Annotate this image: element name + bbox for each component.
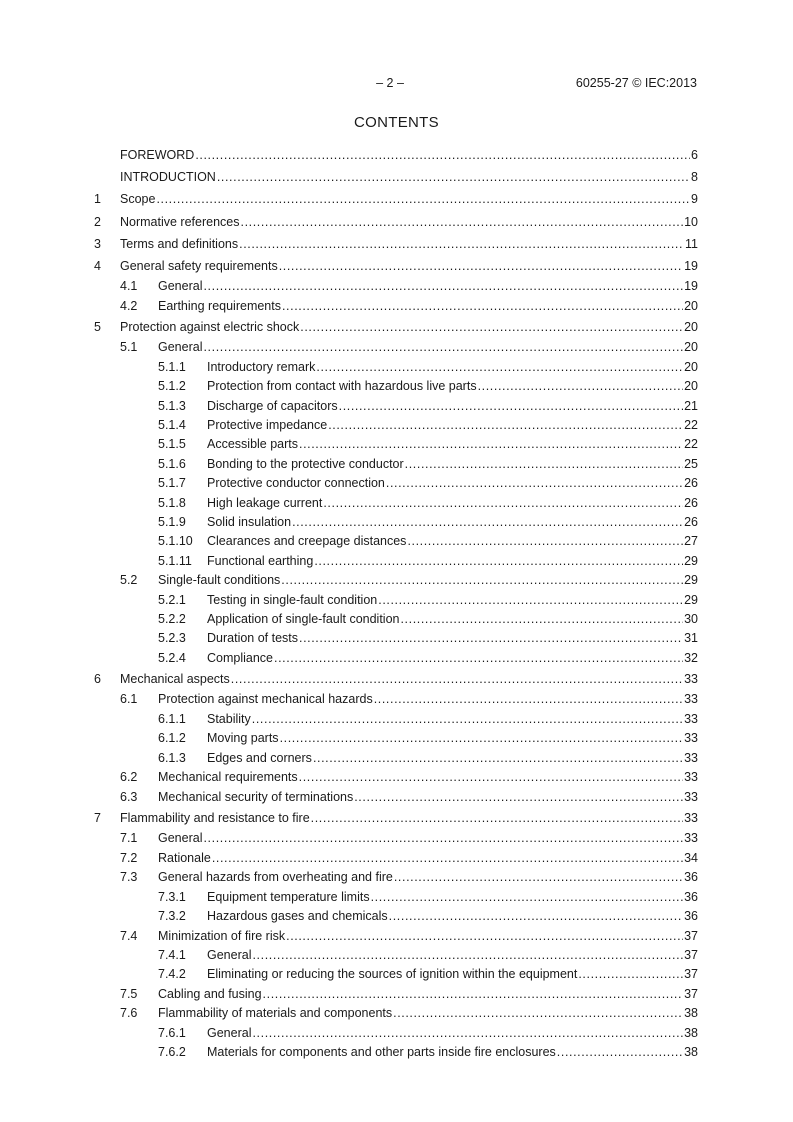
toc-entry[interactable] bbox=[94, 255, 698, 277]
toc-entry[interactable] bbox=[94, 749, 698, 768]
toc-entry[interactable] bbox=[94, 829, 698, 849]
toc-entry-page: 32 bbox=[684, 650, 698, 665]
toc-leader-dots bbox=[328, 416, 683, 435]
toc-leader-dots bbox=[314, 552, 683, 571]
toc-entry-page: 33 bbox=[684, 731, 698, 746]
toc-entry[interactable] bbox=[94, 907, 698, 926]
toc-entry-title: Minimization of fire risk bbox=[158, 928, 286, 943]
toc-leader-dots bbox=[263, 985, 684, 1005]
toc-entry-page: 11 bbox=[685, 236, 698, 251]
toc-entry-title: Stability bbox=[207, 711, 251, 726]
toc-entry-page: 22 bbox=[684, 417, 698, 432]
toc-entry-page: 33 bbox=[684, 692, 698, 707]
toc-entry-title: Mechanical aspects bbox=[120, 672, 230, 687]
toc-leader-dots bbox=[578, 965, 683, 984]
toc-entry-number: 7.6.1 bbox=[158, 1025, 186, 1040]
toc-entry-title: Hazardous gases and chemicals bbox=[207, 909, 388, 924]
toc-entry-page: 19 bbox=[684, 279, 698, 294]
toc-entry-title: General hazards from overheating and fire bbox=[158, 870, 393, 885]
toc-entry-title: FOREWORD bbox=[120, 148, 195, 162]
toc-leader-dots bbox=[389, 907, 683, 926]
toc-entry-page: 33 bbox=[684, 711, 698, 726]
toc-entry-number: 5.1.5 bbox=[158, 437, 186, 452]
toc-entry[interactable] bbox=[94, 144, 698, 166]
toc-entry-number: 7.3.1 bbox=[158, 889, 186, 904]
toc-entry-number: 7.6.2 bbox=[158, 1045, 186, 1060]
toc-entry-page: 10 bbox=[684, 214, 698, 229]
toc-entry-page: 19 bbox=[684, 258, 698, 273]
toc-leader-dots bbox=[281, 571, 683, 591]
toc-entry-number: 6.1.1 bbox=[158, 711, 186, 726]
toc-entry-number: 7.1 bbox=[120, 831, 138, 846]
toc-entry[interactable] bbox=[94, 985, 698, 1005]
toc-entry-page: 36 bbox=[684, 870, 698, 885]
toc-entry[interactable] bbox=[94, 1043, 698, 1062]
toc-entry-title: Rationale bbox=[158, 850, 211, 865]
toc-entry-title: Edges and corners bbox=[207, 750, 312, 765]
toc-entry-title: Moving parts bbox=[207, 731, 279, 746]
toc-entry-title: Protective impedance bbox=[207, 417, 328, 432]
toc-entry-title: Mechanical requirements bbox=[158, 770, 298, 785]
toc-leader-dots bbox=[400, 610, 683, 629]
toc-entry-title: Flammability of materials and components bbox=[158, 1006, 393, 1021]
toc-entry-title: Protection against mechanical hazards bbox=[158, 692, 373, 707]
toc-entry-number: 5.1.2 bbox=[158, 379, 186, 394]
toc-leader-dots bbox=[241, 211, 684, 233]
toc-entry-title: Introductory remark bbox=[207, 359, 316, 374]
toc-leader-dots bbox=[156, 188, 690, 210]
toc-leader-dots bbox=[313, 749, 683, 768]
toc-entry-title: Single-fault conditions bbox=[158, 573, 281, 588]
toc-entry-page: 22 bbox=[684, 437, 698, 452]
toc-entry-number: 5.2.3 bbox=[158, 631, 186, 646]
toc-entry[interactable] bbox=[94, 1024, 698, 1043]
toc-entry-number: 6.1.2 bbox=[158, 731, 186, 746]
toc-entry[interactable] bbox=[94, 416, 698, 435]
toc-leader-dots bbox=[394, 868, 683, 888]
toc-entry-title: Solid insulation bbox=[207, 514, 292, 529]
toc-entry-title: Mechanical security of terminations bbox=[158, 789, 354, 804]
toc-leader-dots bbox=[231, 668, 683, 690]
toc-entry-number: 7 bbox=[94, 811, 101, 826]
toc-entry-number: 5.2.4 bbox=[158, 650, 186, 665]
toc-entry[interactable] bbox=[94, 788, 698, 808]
toc-entry-page: 26 bbox=[684, 514, 698, 529]
toc-leader-dots bbox=[252, 946, 683, 965]
toc-entry[interactable] bbox=[94, 377, 698, 396]
toc-entry-number: 5.1.9 bbox=[158, 514, 186, 529]
toc-leader-dots bbox=[286, 927, 683, 947]
toc-entry-number: 7.6 bbox=[120, 1006, 138, 1021]
toc-entry[interactable] bbox=[94, 188, 698, 210]
toc-entry-number: 5.1.3 bbox=[158, 398, 186, 413]
toc-leader-dots bbox=[393, 1004, 683, 1024]
toc-entry-title: General bbox=[158, 831, 203, 846]
toc-leader-dots bbox=[217, 166, 690, 188]
toc-entry-page: 20 bbox=[684, 320, 698, 335]
toc-entry-page: 20 bbox=[684, 379, 698, 394]
toc-entry[interactable] bbox=[94, 849, 698, 869]
toc-entry-number: 5.1.6 bbox=[158, 456, 186, 471]
toc-entry-page: 33 bbox=[684, 789, 698, 804]
toc-entry-title: Functional earthing bbox=[207, 553, 314, 568]
toc-entry-page: 38 bbox=[684, 1045, 698, 1060]
toc-entry-number: 4.1 bbox=[120, 279, 138, 294]
toc-entry[interactable] bbox=[94, 297, 698, 317]
toc-entry-title: Eliminating or reducing the sources of ignition within the equipment bbox=[207, 967, 578, 982]
toc-entry-title: Application of single-fault condition bbox=[207, 612, 400, 626]
toc-entry[interactable] bbox=[94, 494, 698, 513]
toc-leader-dots bbox=[299, 768, 683, 788]
toc-entry[interactable] bbox=[94, 316, 698, 338]
toc-entry-page: 21 bbox=[684, 398, 698, 413]
toc-entry-title: Equipment temperature limits bbox=[207, 889, 370, 904]
toc-entry-page: 31 bbox=[684, 631, 698, 646]
toc-entry-title: Testing in single-fault condition bbox=[207, 592, 378, 607]
toc-entry-number: 7.4.2 bbox=[158, 967, 186, 982]
toc-entry-page: 26 bbox=[684, 495, 698, 510]
toc-entry-number: 4.2 bbox=[120, 298, 138, 313]
toc-entry[interactable] bbox=[94, 532, 698, 551]
toc-entry[interactable] bbox=[94, 690, 698, 710]
toc-entry[interactable] bbox=[94, 513, 698, 532]
toc-entry-number: 5.2.1 bbox=[158, 592, 186, 607]
toc-entry[interactable] bbox=[94, 710, 698, 729]
toc-entry-title: Discharge of capacitors bbox=[207, 398, 338, 413]
toc-entry[interactable] bbox=[94, 946, 698, 965]
toc-entry-number: 5.1.4 bbox=[158, 417, 186, 432]
toc-entry[interactable] bbox=[94, 552, 698, 571]
toc-entry-title: Scope bbox=[120, 192, 156, 207]
toc-leader-dots bbox=[282, 297, 683, 317]
toc-entry[interactable] bbox=[94, 338, 698, 358]
toc-leader-dots bbox=[371, 888, 684, 907]
toc-entry[interactable] bbox=[94, 455, 698, 474]
toc-entry-title: Terms and definitions bbox=[120, 236, 239, 251]
toc-entry-number: 6.3 bbox=[120, 789, 138, 804]
toc-leader-dots bbox=[378, 591, 683, 610]
toc-leader-dots bbox=[407, 532, 683, 551]
toc-entry-number: 5.2 bbox=[120, 573, 138, 588]
toc-entry-number: 6.1 bbox=[120, 692, 138, 707]
toc-entry-title: Flammability and resistance to fire bbox=[120, 811, 310, 826]
toc-entry[interactable] bbox=[94, 610, 698, 629]
toc-entry-number: 7.4 bbox=[120, 928, 138, 943]
toc-entry[interactable] bbox=[94, 277, 698, 297]
toc-entry-number: 5.2.2 bbox=[158, 612, 186, 626]
toc-entry[interactable] bbox=[94, 211, 698, 233]
toc-entry-title: Materials for components and other parts inside fire enclosures bbox=[207, 1045, 556, 1060]
toc-entry-number: 5.1.7 bbox=[158, 476, 186, 491]
toc-entry-page: 29 bbox=[684, 573, 698, 588]
toc-entry-page: 37 bbox=[684, 948, 698, 962]
toc-entry-page: 33 bbox=[684, 770, 698, 785]
toc-entry[interactable] bbox=[94, 233, 698, 255]
toc-entry-title: Cabling and fusing bbox=[158, 986, 262, 1001]
toc-entry-page: 37 bbox=[684, 967, 698, 982]
toc-entry[interactable] bbox=[94, 474, 698, 493]
toc-entry-number: 7.5 bbox=[120, 986, 138, 1001]
toc-entry-number: 5.1.11 bbox=[158, 553, 192, 568]
toc-entry[interactable] bbox=[94, 768, 698, 788]
toc-entry[interactable] bbox=[94, 397, 698, 416]
toc-entry-number: 5.1.10 bbox=[158, 534, 193, 549]
contents-heading: CONTENTS bbox=[354, 114, 439, 131]
toc-entry-title: Protection against electric shock bbox=[120, 320, 300, 335]
toc-entry-number: 2 bbox=[94, 214, 101, 229]
toc-entry-page: 33 bbox=[684, 811, 698, 826]
toc-leader-dots bbox=[339, 397, 683, 416]
toc-entry[interactable] bbox=[94, 807, 698, 829]
toc-entry-page: 29 bbox=[684, 592, 698, 607]
toc-entry-number: 5.1.8 bbox=[158, 495, 186, 510]
toc-leader-dots bbox=[292, 513, 683, 532]
toc-entry[interactable] bbox=[94, 729, 698, 748]
toc-leader-dots bbox=[316, 358, 683, 377]
toc-entry-number: 7.3 bbox=[120, 870, 138, 885]
toc-entry-page: 27 bbox=[684, 534, 698, 549]
toc-entry-title: High leakage current bbox=[207, 495, 323, 510]
toc-leader-dots bbox=[478, 377, 684, 396]
toc-entry[interactable] bbox=[94, 868, 698, 888]
toc-entry-title: Protective conductor connection bbox=[207, 476, 385, 491]
toc-entry-title: Normative references bbox=[120, 214, 240, 229]
toc-leader-dots bbox=[274, 649, 683, 668]
toc-entry[interactable] bbox=[94, 888, 698, 907]
toc-entry-title: Earthing requirements bbox=[158, 298, 281, 313]
toc-entry-title: Compliance bbox=[207, 650, 274, 665]
toc-entry[interactable] bbox=[94, 927, 698, 947]
toc-entry-page: 26 bbox=[684, 476, 698, 491]
toc-leader-dots bbox=[300, 316, 683, 338]
table-of-contents bbox=[94, 144, 698, 1063]
toc-leader-dots bbox=[299, 629, 683, 648]
toc-leader-dots bbox=[354, 788, 683, 808]
toc-entry-number: 6.2 bbox=[120, 770, 138, 785]
toc-leader-dots bbox=[323, 494, 683, 513]
toc-entry-page: 38 bbox=[684, 1025, 698, 1040]
toc-leader-dots bbox=[239, 233, 684, 255]
toc-entry-number: 6 bbox=[94, 672, 101, 687]
toc-leader-dots bbox=[203, 338, 683, 358]
toc-entry-number: 7.2 bbox=[120, 850, 138, 865]
toc-entry[interactable] bbox=[94, 629, 698, 648]
toc-entry[interactable] bbox=[94, 668, 698, 690]
toc-leader-dots bbox=[374, 690, 683, 710]
toc-entry-page: 6 bbox=[691, 148, 698, 162]
toc-leader-dots bbox=[203, 829, 683, 849]
toc-leader-dots bbox=[311, 807, 683, 829]
toc-entry[interactable] bbox=[94, 435, 698, 454]
toc-leader-dots bbox=[280, 729, 684, 748]
toc-leader-dots bbox=[557, 1043, 683, 1062]
toc-entry-page: 8 bbox=[691, 170, 698, 185]
toc-entry[interactable] bbox=[94, 571, 698, 591]
toc-entry-page: 9 bbox=[691, 192, 698, 207]
toc-entry-page: 30 bbox=[684, 612, 698, 626]
toc-leader-dots bbox=[252, 710, 683, 729]
toc-entry-page: 36 bbox=[684, 889, 698, 904]
toc-leader-dots bbox=[203, 277, 683, 297]
toc-entry-number: 5 bbox=[94, 320, 101, 335]
toc-entry-title: Duration of tests bbox=[207, 631, 299, 646]
toc-entry-title: General bbox=[207, 948, 252, 962]
toc-entry-number: 7.4.1 bbox=[158, 948, 186, 962]
toc-leader-dots bbox=[195, 144, 690, 166]
toc-entry-number: 3 bbox=[94, 236, 101, 251]
toc-entry-page: 33 bbox=[684, 750, 698, 765]
toc-entry-page: 25 bbox=[684, 456, 698, 471]
toc-entry-page: 37 bbox=[684, 928, 698, 943]
toc-entry-page: 20 bbox=[684, 340, 698, 355]
toc-leader-dots bbox=[386, 474, 683, 493]
toc-entry[interactable] bbox=[94, 1004, 698, 1024]
toc-entry[interactable] bbox=[94, 649, 698, 668]
toc-leader-dots bbox=[299, 435, 683, 454]
toc-leader-dots bbox=[279, 255, 683, 277]
toc-entry-page: 38 bbox=[684, 1006, 698, 1021]
toc-entry-title: Protection from contact with hazardous live parts bbox=[207, 379, 477, 394]
toc-entry-title: General bbox=[207, 1025, 252, 1040]
toc-entry-page: 34 bbox=[684, 850, 698, 865]
toc-entry-page: 33 bbox=[684, 672, 698, 687]
toc-leader-dots bbox=[212, 849, 683, 869]
page-number: – 2 – bbox=[376, 76, 404, 90]
toc-entry[interactable] bbox=[94, 166, 698, 188]
toc-entry-title: INTRODUCTION bbox=[120, 170, 216, 185]
toc-entry-page: 29 bbox=[684, 553, 698, 568]
toc-entry-title: General bbox=[158, 340, 203, 355]
toc-entry-page: 20 bbox=[684, 298, 698, 313]
toc-entry-title: Bonding to the protective conductor bbox=[207, 456, 404, 471]
toc-entry-number: 6.1.3 bbox=[158, 750, 186, 765]
toc-entry-page: 33 bbox=[684, 831, 698, 846]
toc-entry-title: Accessible parts bbox=[207, 437, 299, 452]
toc-entry[interactable] bbox=[94, 358, 698, 377]
document-reference: 60255-27 © IEC:2013 bbox=[575, 76, 697, 90]
toc-entry-number: 4 bbox=[94, 258, 101, 273]
toc-entry-number: 5.1 bbox=[120, 340, 138, 355]
toc-entry-title: General bbox=[158, 279, 203, 294]
toc-entry-page: 37 bbox=[684, 986, 698, 1001]
toc-entry-number: 5.1.1 bbox=[158, 359, 186, 374]
toc-entry-title: General safety requirements bbox=[120, 258, 278, 273]
toc-entry[interactable] bbox=[94, 965, 698, 984]
toc-leader-dots bbox=[405, 455, 683, 474]
toc-entry-number: 7.3.2 bbox=[158, 909, 186, 924]
toc-entry-title: Clearances and creepage distances bbox=[207, 534, 407, 549]
toc-entry[interactable] bbox=[94, 591, 698, 610]
toc-entry-page: 20 bbox=[684, 359, 698, 374]
toc-entry-page: 36 bbox=[684, 909, 698, 924]
toc-entry-number: 1 bbox=[94, 192, 101, 207]
toc-leader-dots bbox=[252, 1024, 683, 1043]
